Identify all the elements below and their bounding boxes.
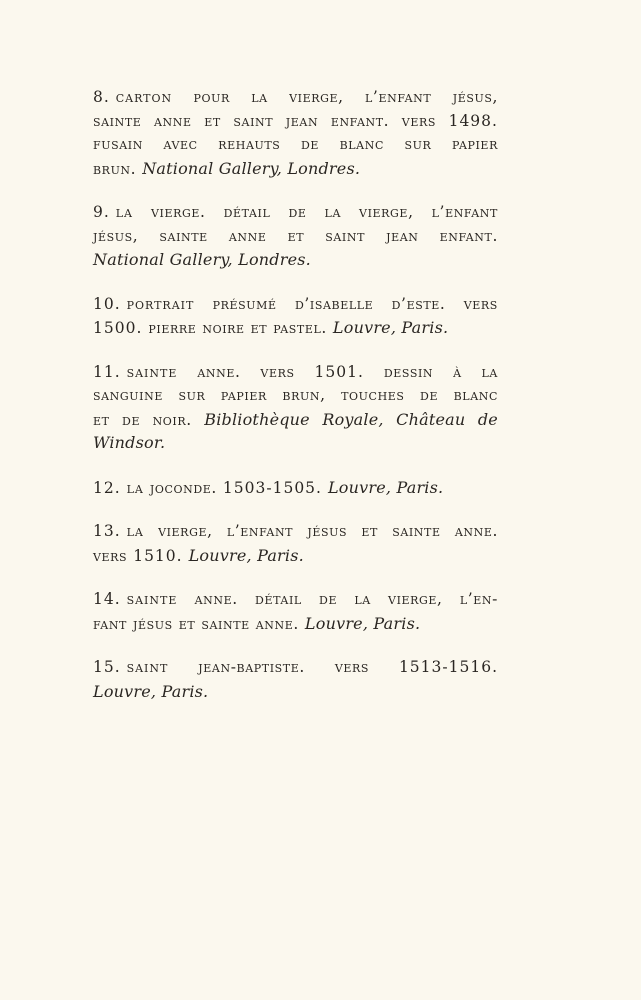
location-text: National Gallery, Londres. [142,158,361,178]
entry-line [93,318,498,342]
entry-text: jean-baptiste. [198,658,305,676]
entry-text: l’enfant [226,522,294,540]
location-text: Louvre, Paris. [93,681,209,701]
entry-text: l’enfant [365,88,432,106]
entry-text: d’isabelle [294,294,374,313]
catalogue-list [93,88,498,726]
entry-text: sur [178,386,206,404]
entry-text: sainte [93,111,142,130]
entry-text: 1513-1516. [398,658,498,676]
entry-line [93,295,498,319]
entry-text: blanc [339,135,384,153]
location-text: Louvre, Paris. [332,318,449,337]
entry-text: jésus, [452,88,498,106]
entry-text: fusain [93,135,143,153]
entry-text: et [361,522,378,540]
location-text: de [477,409,498,429]
entry-text: touches [341,386,405,404]
entry-line [93,410,498,434]
location-text: Louvre, Paris. [304,613,421,633]
entry-text: vers [260,362,295,381]
location-text: National Gallery, Londres. [93,250,311,269]
entry-text: présumé [212,294,277,313]
entry-text: sainte [201,614,250,633]
catalogue-entry [93,363,498,457]
entry-text: sainte [392,522,441,540]
entry-line [93,386,498,410]
entry-text: enfant. [330,111,390,130]
entry-line [93,522,498,546]
entry-text: 13. la [93,522,144,540]
entry-text: la [481,362,498,381]
entry-text: 11. sainte [93,362,178,381]
entry-text: saint [325,226,366,245]
entry-text: pierre [148,319,197,337]
catalogue-entry [93,658,498,705]
entry-text: pour [193,88,230,106]
entry-text: joconde. [149,478,217,497]
entry-text: jean [386,226,419,245]
entry-text: et [250,319,268,337]
entry-text: noire [202,319,245,337]
entry-text: de [319,590,338,608]
entry-text: sainte [159,226,208,245]
entry-line [93,682,498,706]
entry-line [93,546,498,570]
entry-text: 12. la [93,478,144,497]
entry-text: 1503-1505. [222,478,322,497]
entry-text: l’en- [459,590,498,608]
entry-text: anne. [255,614,299,633]
entry-text: rehauts [218,135,281,153]
catalogue-entry [93,522,498,569]
entry-text: vers [401,111,436,130]
entry-line [93,112,498,136]
entry-text: vierge, [359,203,414,221]
entry-text: avec [163,135,198,153]
entry-text: 1501. [314,362,364,381]
entry-text: détail [223,203,271,221]
entry-text: anne. [454,522,498,540]
catalogue-entry [93,590,498,637]
entry-text: 9. la [93,203,133,221]
entry-text: l’enfant [431,203,498,221]
entry-text: vierge, [158,522,213,540]
entry-line [93,135,498,159]
entry-text: anne [154,111,192,130]
entry-text: 10. portrait [93,294,195,313]
entry-text: la [354,590,371,608]
entry-text: la [251,88,268,106]
entry-text: 1500. [93,319,143,337]
entry-text: et [204,111,221,130]
entry-text: jésus [132,614,173,633]
entry-text: de [122,410,141,429]
entry-line [93,363,498,387]
entry-text: à [453,362,462,381]
entry-text: vers [93,546,128,565]
catalogue-entry [93,295,498,342]
entry-text: jésus, [93,226,139,245]
entry-line [93,658,498,682]
entry-text: pastel. [273,319,327,337]
entry-text: vers [463,294,498,313]
entry-text: anne. [197,362,241,381]
entry-text: vierge, [388,590,443,608]
location-text: Louvre, Paris. [188,545,304,565]
entry-text: de [288,203,307,221]
entry-text: et [287,226,305,245]
entry-text: de [420,386,439,404]
entry-text: blanc [453,386,498,404]
entry-line [93,203,498,227]
entry-text: 1510. [133,546,183,565]
location-text: Château [396,409,466,429]
location-text: Windsor. [93,433,166,452]
entry-text: 14. sainte [93,590,178,608]
entry-line [93,478,498,502]
entry-line [93,227,498,251]
catalogue-entry [93,88,498,182]
entry-text: anne. [194,590,238,608]
entry-text: vierge, [289,88,344,106]
entry-text: de [300,135,320,153]
entry-line [93,433,498,457]
entry-text: noir. [152,410,192,429]
entry-text: saint [233,111,274,130]
entry-text: sanguine [93,386,163,404]
entry-text: brun. [93,159,137,178]
entry-text: 8. carton [93,88,173,106]
entry-text: vierge. [151,203,206,221]
entry-text: 15. saint [93,658,169,676]
entry-text: papier [451,135,498,153]
entry-text: papier [220,386,267,404]
entry-line [93,250,498,274]
entry-text: la [324,203,341,221]
entry-line [93,590,498,614]
entry-text: dessin [383,362,434,381]
catalogue-entry [93,478,498,502]
entry-text: vers [334,658,370,676]
location-text: Bibliothèque [204,409,310,429]
entry-text: d’este. [391,294,446,313]
entry-text: 1498. [448,111,498,130]
entry-text: sur [404,135,432,153]
entry-line [93,159,498,183]
entry-text: et [93,410,110,429]
entry-text: brun, [282,386,326,404]
entry-text: anne [228,226,267,245]
entry-text: jean [285,111,319,130]
location-text: Louvre, Paris. [327,477,444,497]
entry-text: enfant. [439,226,498,245]
entry-text: fant [93,614,127,633]
entry-text: jésus [307,522,348,540]
entry-text: détail [255,590,302,608]
location-text: Royale, [322,409,384,429]
entry-line [93,614,498,638]
catalogue-entry [93,203,498,274]
entry-text: et [178,614,196,633]
entry-line [93,88,498,112]
